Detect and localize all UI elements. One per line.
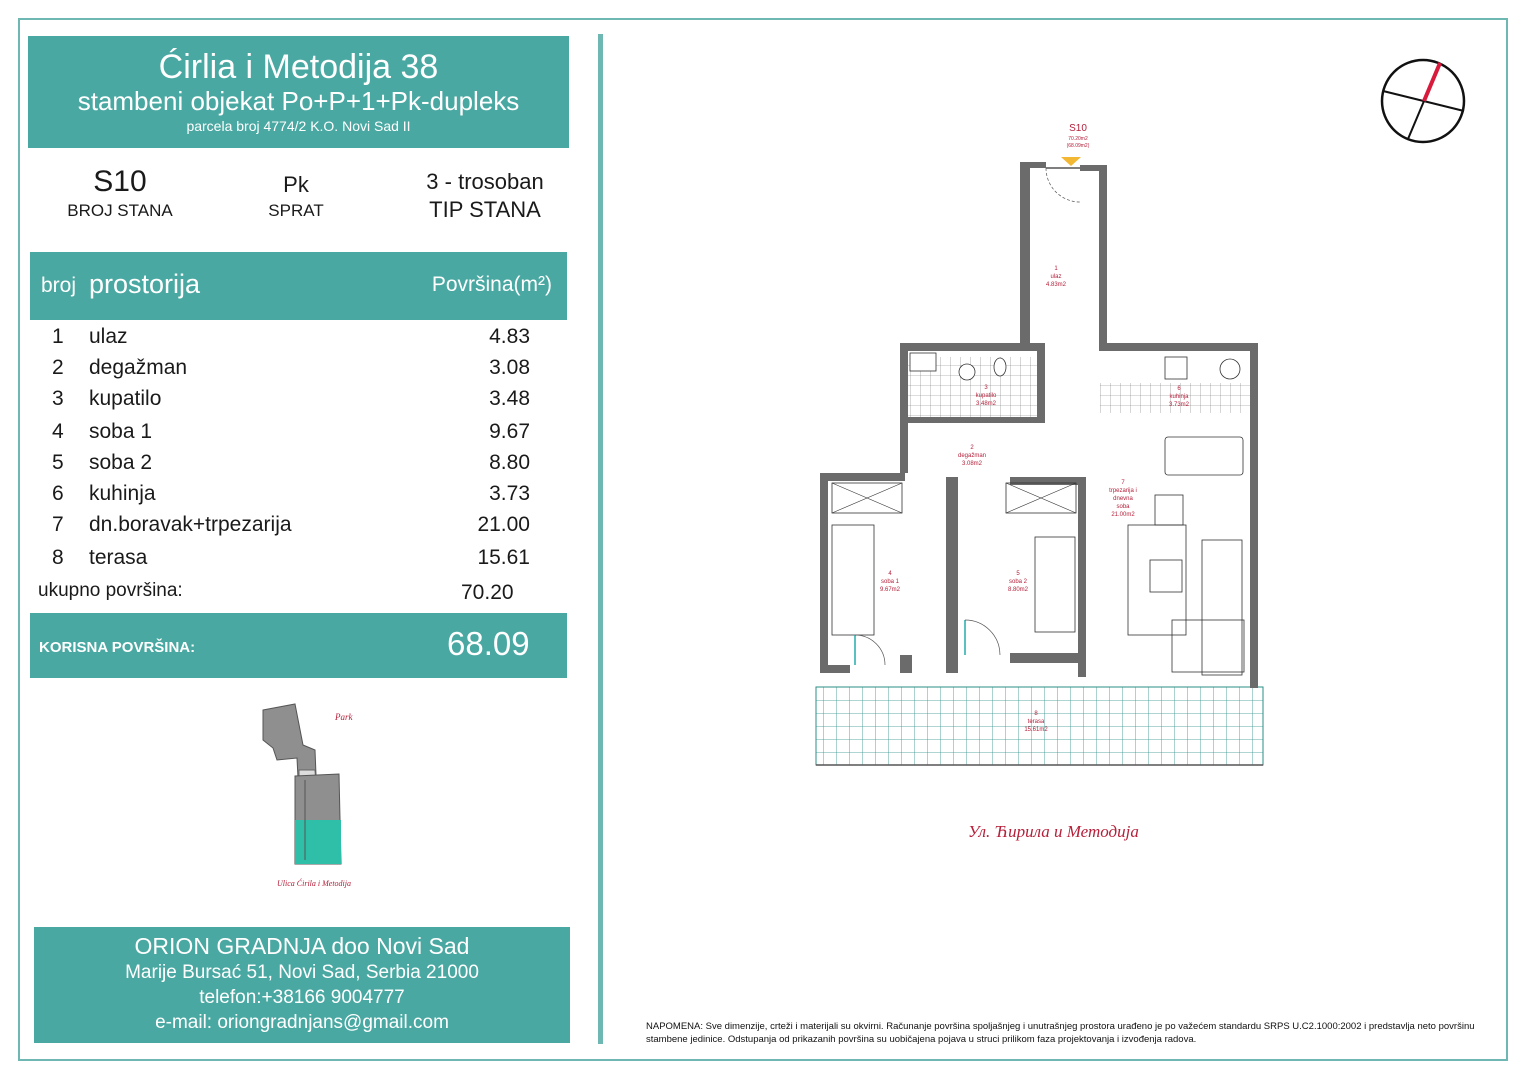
type-label: TIP STANA: [429, 197, 541, 222]
wall: [820, 473, 905, 481]
wall: [1030, 162, 1046, 168]
col-number: broj: [41, 274, 77, 297]
wall: [1080, 165, 1099, 171]
row-room: degažman: [89, 356, 188, 379]
wall: [900, 655, 912, 673]
bed-room-2: [1035, 537, 1075, 632]
compass-line-south: [1408, 101, 1424, 139]
row-area: 4.83: [489, 325, 530, 348]
site-unit-highlight: [295, 820, 341, 864]
type-value: 3 - trosoban: [426, 169, 544, 194]
col-area: Površina(m²): [431, 273, 552, 296]
wardrobe-cross: [832, 483, 902, 513]
floor-plan: [810, 115, 1280, 775]
walls: [820, 162, 1258, 688]
table-row: [30, 482, 567, 513]
room-1-name: ulaz: [1050, 274, 1062, 280]
unit-number: S10: [93, 165, 147, 198]
useful-area-label: KORISNA POVRŠINA:: [39, 639, 196, 656]
floor-value: Pk: [283, 172, 309, 197]
armchair: [1155, 495, 1183, 525]
unit-label: BROJ STANA: [67, 201, 173, 220]
row-room: ulaz: [89, 325, 128, 348]
floor-label: SPRAT: [268, 201, 324, 220]
type-info: [405, 168, 565, 224]
total-area-row: [38, 580, 558, 602]
col-room: prostorija: [89, 269, 201, 299]
room-1-num: 1: [1054, 266, 1058, 272]
site-street-label: Ulica Ćirila i Metodija: [277, 879, 351, 888]
room-5-area: 8.80m2: [1007, 587, 1029, 593]
table-row: [30, 513, 567, 544]
total-label: ukupno površina:: [38, 580, 183, 601]
company-email: e-mail: oriongradnjans@gmail.com: [155, 1012, 449, 1033]
row-number: 3: [52, 387, 64, 410]
room-5-num: 5: [1016, 571, 1020, 577]
room-3-name: kupatilo: [975, 393, 997, 399]
wall: [820, 473, 828, 673]
room-7-name-1: trpezarija i: [1109, 488, 1137, 494]
room-6-num: 6: [1177, 386, 1181, 392]
row-area: 21.00: [477, 513, 530, 536]
table-row: [30, 546, 567, 577]
row-number: 1: [52, 325, 64, 348]
wall: [900, 343, 908, 473]
room-8-num: 8: [1034, 711, 1038, 717]
row-area: 3.48: [489, 387, 530, 410]
plan-unit-useful: (68.09m2): [1066, 143, 1090, 149]
coffee-table: [1150, 560, 1182, 592]
room-8-area: 15.61m2: [1024, 727, 1048, 733]
sofa: [1202, 540, 1242, 675]
room-4-name: soba 1: [880, 579, 900, 585]
row-room: kupatilo: [89, 387, 162, 410]
company-phone: telefon:+38166 9004777: [199, 987, 405, 1008]
useful-area-panel: [30, 613, 567, 678]
compass-north-needle: [1424, 63, 1440, 101]
table-row: [30, 356, 567, 387]
table-row: [30, 451, 567, 482]
unit-info: [55, 165, 185, 223]
plan-unit-area: 70.20m2: [1068, 136, 1088, 142]
row-area: 3.73: [489, 482, 530, 505]
wall: [946, 477, 958, 673]
total-value: 70.20: [461, 581, 514, 604]
site-plan: [255, 700, 375, 900]
row-area: 15.61: [477, 546, 530, 569]
toilet: [994, 358, 1006, 376]
north-compass: [1378, 58, 1470, 150]
row-room: soba 1: [89, 420, 153, 443]
room-6-name: kuhinja: [1169, 394, 1189, 400]
table-row: [30, 325, 567, 356]
room-7-num: 7: [1121, 480, 1125, 486]
row-room: kuhinja: [89, 482, 156, 505]
floor-info: [245, 171, 347, 223]
header-panel: [28, 36, 569, 148]
bed-room-1: [832, 525, 874, 635]
row-number: 2: [52, 356, 64, 379]
row-room: terasa: [89, 546, 148, 569]
site-park-label: Park: [335, 712, 353, 722]
company-address: Marije Bursać 51, Novi Sad, Serbia 21000: [125, 962, 479, 983]
building-title: Ćirlia i Metodija 38: [158, 48, 439, 86]
row-area: 8.80: [489, 451, 530, 474]
terrace-area: [816, 687, 1263, 765]
divider-line: [598, 34, 603, 1044]
room-8-name: terasa: [1027, 719, 1045, 725]
room-4-num: 4: [888, 571, 892, 577]
wall: [1099, 343, 1254, 351]
room-1-area: 4.83m2: [1045, 282, 1067, 288]
wall: [1078, 477, 1086, 677]
room-3-num: 3: [984, 385, 988, 391]
room-5-name: soba 2: [1008, 579, 1028, 585]
living-area: [1128, 525, 1186, 635]
entrance-door-swing: [1046, 168, 1080, 202]
sofa-corner: [1172, 620, 1244, 672]
row-number: 8: [52, 546, 64, 569]
wall: [820, 665, 850, 673]
useful-area-value: 68.09: [447, 625, 530, 662]
row-area: 9.67: [489, 420, 530, 443]
room-7-name-3: soba: [1116, 504, 1130, 510]
stove: [1165, 357, 1187, 379]
row-number: 7: [52, 513, 64, 536]
door-room-1-swing: [855, 635, 885, 665]
plan-unit-tag: S10: [1069, 123, 1087, 134]
row-number: 5: [52, 451, 64, 474]
parcel-info: parcela broj 4774/2 K.O. Novi Sad II: [186, 118, 411, 134]
row-area: 3.08: [489, 356, 530, 379]
company-name: ORION GRADNJA doo Novi Sad: [134, 933, 470, 959]
door-room-2-swing: [965, 620, 1000, 655]
street-name: Ул. Ћирила и Методија: [968, 822, 1139, 841]
wall: [1250, 343, 1258, 688]
disclaimer-note: NAPOMENA: Sve dimenzije, crteži i materijali su okvirni. Računanje površina spoljašnjeg i unutrašnjeg prostora urađeno je po važećem standardu SRPS U.C2.1000:2002 i predstavlja neto površinu stambene jedinice. Odstupanja od prikazanih površina su uobičajena pojava u struci prilikom faza projektovanja i izvođenja radova.: [646, 1021, 1475, 1045]
company-panel: [34, 927, 570, 1043]
room-3-area: 3.48m2: [975, 401, 997, 407]
table-header: [30, 252, 567, 320]
sink: [910, 353, 936, 371]
table-row: [30, 420, 567, 451]
building-subtitle: stambeni objekat Po+P+1+Pk-dupleks: [77, 86, 520, 116]
wall: [908, 417, 1037, 423]
dining-table: [1165, 437, 1243, 475]
wall: [900, 343, 1045, 351]
row-number: 6: [52, 482, 64, 505]
washbasin: [959, 364, 975, 380]
wardrobe-cross: [1006, 483, 1076, 513]
room-7-area: 21.00m2: [1111, 512, 1135, 518]
row-number: 4: [52, 420, 64, 443]
kitchen-sink: [1220, 359, 1240, 379]
room-6-area: 3.73m2: [1168, 402, 1190, 408]
table-row: [30, 387, 567, 418]
entrance-marker: [1061, 157, 1081, 166]
wall: [1037, 351, 1045, 423]
row-room: dn.boravak+trpezarija: [89, 513, 292, 536]
row-room: soba 2: [89, 451, 153, 474]
room-2-area: 3.08m2: [961, 461, 983, 467]
room-4-area: 9.67m2: [879, 587, 901, 593]
room-2-name: degažman: [957, 453, 987, 459]
room-2-num: 2: [970, 445, 974, 451]
wall: [1010, 653, 1082, 663]
wall: [1020, 162, 1030, 344]
wall: [1099, 165, 1107, 343]
room-7-name-2: dnevna: [1113, 496, 1133, 502]
